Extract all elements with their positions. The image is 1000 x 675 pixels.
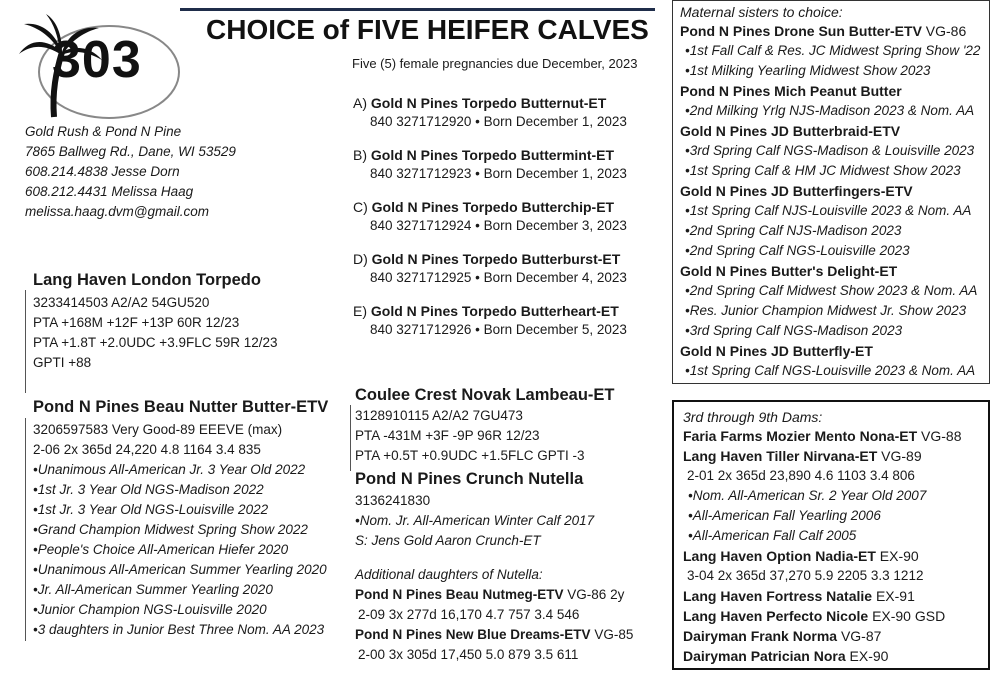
ancestor-grade: EX-91: [875, 588, 915, 604]
pedigree-bracket: [350, 405, 351, 471]
mgs-line: PTA -431M +3F -9P 96R 12/23: [355, 428, 540, 443]
dam-award: •1st Jr. 3 Year Old NGS-Louisville 2022: [33, 502, 269, 517]
sister-award: •Res. Junior Champion Midwest Jr. Show 2023: [685, 303, 967, 318]
ancestor-name: Faria Farms Mozier Mento Nona-ET: [683, 428, 918, 444]
heifer-letter: A): [353, 95, 367, 111]
dam-award: •Junior Champion NGS-Louisville 2020: [33, 602, 267, 617]
ancestor-name: Lang Haven Tiller Nirvana-ET: [683, 448, 878, 464]
ancestor-name: Lang Haven Option Nadia-ET: [683, 548, 876, 564]
sister-award: •1st Spring Calf NGS-Louisville 2023 & Nom. AA: [685, 363, 976, 378]
dams-heading: 3rd through 9th Dams:: [683, 409, 823, 425]
heifer-detail: 840 3271712924 • Born December 3, 2023: [370, 218, 627, 233]
dam-award: •3 daughters in Junior Best Three Nom. AA 2023: [33, 622, 325, 637]
heifer-option: [353, 199, 653, 251]
ancestor-award: •Nom. All-American Sr. 2 Year Old 2007: [688, 488, 927, 503]
granddam-block: [355, 470, 594, 551]
heifer-name: Gold N Pines Torpedo Butterburst-ET: [371, 251, 621, 267]
sister-name: Gold N Pines JD Butterbraid-ETV: [680, 123, 901, 139]
sister-name: Pond N Pines Drone Sun Butter-ETV: [680, 23, 922, 39]
heifer-letter: E): [353, 303, 367, 319]
sire-name: Lang Haven London Torpedo: [33, 271, 261, 289]
ancestor-grade: EX-90 GSD: [872, 608, 946, 624]
additional-daughters: [355, 565, 633, 665]
ancestor-award: •All-American Fall Yearling 2006: [688, 508, 881, 523]
additional-heading: Additional daughters of Nutella:: [355, 567, 543, 582]
heifer-name: Gold N Pines Torpedo Butterheart-ET: [370, 303, 619, 319]
maternal-sisters-box: [672, 0, 990, 384]
ancestor-grade: VG-87: [840, 628, 882, 644]
daughter-record: 2-09 3x 277d 16,170 4.7 757 3.4 546: [358, 607, 580, 622]
daughter-record: 2-00 3x 305d 17,450 5.0 879 3.5 611: [358, 647, 579, 662]
ancestor-grade: VG-89: [881, 448, 922, 464]
granddam-sire: S: Jens Gold Aaron Crunch-ET: [355, 533, 541, 548]
heifer-option: [353, 147, 653, 199]
sister-award: •2nd Spring Calf NGS-Louisville 2023: [685, 243, 910, 258]
mgs-line: 3128910115 A2/A2 7GU473: [355, 408, 523, 423]
sister-award: •3rd Spring Calf NGS-Madison 2023: [685, 323, 903, 338]
heifer-name: Gold N Pines Torpedo Butternut-ET: [370, 95, 607, 111]
daughter-name: Pond N Pines New Blue Dreams-ETV: [355, 627, 591, 642]
ancestor-award: •All-American Fall Calf 2005: [688, 528, 857, 543]
contact-line: 7865 Ballweg Rd., Dane, WI 53529: [25, 144, 236, 159]
daughter-grade: VG-86 2y: [567, 587, 625, 602]
sire-block: [33, 271, 278, 373]
pedigree-bracket: [25, 418, 29, 641]
heifer-name: Gold N Pines Torpedo Buttermint-ET: [370, 147, 615, 163]
mgs-line: PTA +0.5T +0.9UDC +1.5FLC GPTI -3: [355, 448, 585, 463]
lot-number: 303: [52, 31, 142, 89]
granddam-line: 3136241830: [355, 493, 431, 508]
ancestor-grade: EX-90: [849, 648, 889, 664]
heifer-detail: 840 3271712920 • Born December 1, 2023: [370, 114, 627, 129]
sire-line: PTA +168M +12F +13P 60R 12/23: [33, 315, 240, 330]
granddam-award: •Nom. Jr. All-American Winter Calf 2017: [355, 513, 595, 528]
sister-award: •3rd Spring Calf NGS-Madison & Louisville 2023: [685, 143, 975, 158]
heifer-detail: 840 3271712925 • Born December 4, 2023: [370, 270, 627, 285]
ancestor-grade: VG-88: [921, 428, 962, 444]
contact-line: 608.214.4838 Jesse Dorn: [25, 164, 180, 179]
daughter-grade: VG-85: [594, 627, 634, 642]
contact-block: [25, 122, 236, 222]
sister-award: •1st Spring Calf NJS-Louisville 2023 & Nom. AA: [685, 203, 972, 218]
ancestor-record: 3-04 2x 365d 37,270 5.9 2205 3.3 1212: [687, 568, 924, 583]
mgs-name: Coulee Crest Novak Lambeau-ET: [355, 386, 615, 404]
sister-award: •1st Milking Yearling Midwest Show 2023: [685, 63, 931, 78]
dam-award: •1st Jr. 3 Year Old NGS-Madison 2022: [33, 482, 264, 497]
heifer-letter: B): [353, 147, 367, 163]
dam-award: •Jr. All-American Summer Yearling 2020: [33, 582, 273, 597]
heifer-detail: 840 3271712926 • Born December 5, 2023: [370, 322, 627, 337]
contact-line: Gold Rush & Pond N Pine: [25, 124, 182, 139]
sister-award: •2nd Milking Yrlg NJS-Madison 2023 & Nom. AA: [685, 103, 975, 118]
heifer-option: [353, 303, 653, 355]
granddam-name: Pond N Pines Crunch Nutella: [355, 470, 584, 488]
ancestor-name: Lang Haven Perfecto Nicole: [683, 608, 869, 624]
sister-name: Gold N Pines JD Butterfly-ET: [680, 343, 873, 359]
dam-line: 3206597583 Very Good-89 EEEVE (max): [33, 422, 283, 437]
heifer-list: [353, 95, 653, 355]
dam-block: [33, 398, 328, 640]
heifer-detail: 840 3271712923 • Born December 1, 2023: [370, 166, 627, 181]
ancestor-name: Lang Haven Fortress Natalie: [683, 588, 873, 604]
header-rule: [180, 8, 655, 11]
sister-award: •1st Spring Calf & HM JC Midwest Show 2023: [685, 163, 961, 178]
contact-line: 608.212.4431 Melissa Haag: [25, 184, 194, 199]
heifer-name: Gold N Pines Torpedo Butterchip-ET: [371, 199, 615, 215]
sister-name: Pond N Pines Mich Peanut Butter: [680, 83, 902, 99]
heifer-letter: D): [353, 251, 368, 267]
dam-award: •Grand Champion Midwest Spring Show 2022: [33, 522, 308, 537]
contact-email: melissa.haag.dvm@gmail.com: [25, 204, 210, 219]
heifer-option: [353, 95, 653, 147]
page-subtitle: Five (5) female pregnancies due December, 2023: [352, 56, 638, 71]
ancestor-grade: EX-90: [879, 548, 919, 564]
dams-box: [672, 400, 990, 670]
ancestor-name: Dairyman Patrician Nora: [683, 648, 846, 664]
sire-line: GPTI +88: [33, 355, 92, 370]
sire-line: PTA +1.8T +2.0UDC +3.9FLC 59R 12/23: [33, 335, 278, 350]
dam-name: Pond N Pines Beau Nutter Butter-ETV: [33, 398, 329, 416]
pedigree-bracket: [25, 290, 29, 393]
dam-award: •People's Choice All-American Hiefer 2020: [33, 542, 289, 557]
sister-name: Gold N Pines Butter's Delight-ET: [680, 263, 898, 279]
dam-award: •Unanimous All-American Jr. 3 Year Old 2022: [33, 462, 306, 477]
maternal-grandsire-block: [355, 386, 615, 466]
sister-name: Gold N Pines JD Butterfingers-ETV: [680, 183, 913, 199]
sister-award: •1st Fall Calf & Res. JC Midwest Spring Show '22: [685, 43, 981, 58]
heifer-letter: C): [353, 199, 368, 215]
dam-record: 2-06 2x 365d 24,220 4.8 1164 3.4 835: [33, 442, 261, 457]
dam-award: •Unanimous All-American Summer Yearling 2020: [33, 562, 327, 577]
sister-grade: VG-86: [925, 23, 967, 39]
heifer-option: [353, 251, 653, 303]
sister-award: •2nd Spring Calf Midwest Show 2023 & Nom. AA: [685, 283, 978, 298]
sire-line: 3233414503 A2/A2 54GU520: [33, 295, 210, 310]
daughter-name: Pond N Pines Beau Nutmeg-ETV: [355, 587, 564, 602]
sister-award: •2nd Spring Calf NJS-Madison 2023: [685, 223, 902, 238]
page-title: CHOICE of FIVE HEIFER CALVES: [206, 14, 649, 45]
ancestor-record: 2-01 2x 365d 23,890 4.6 1103 3.4 806: [687, 468, 915, 483]
ancestor-name: Dairyman Frank Norma: [683, 628, 838, 644]
sisters-heading: Maternal sisters to choice:: [680, 4, 843, 20]
